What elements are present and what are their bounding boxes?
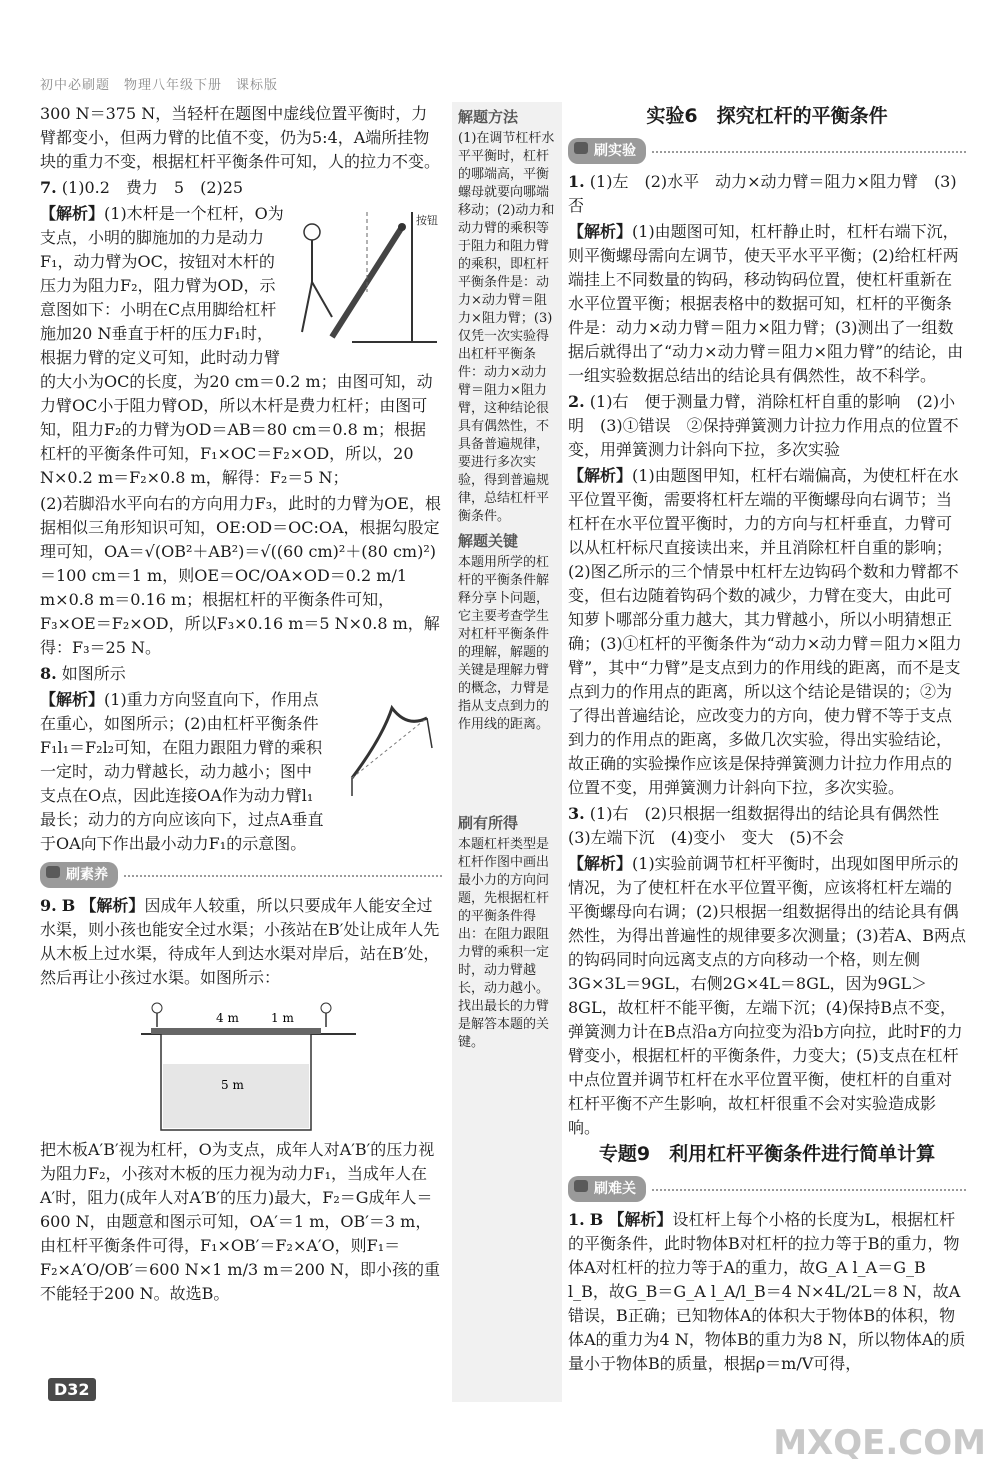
question-7-explanation-2: (2)若脚沿水平向右的方向用力F₃，此时的力臂为OE，根据相似三角形知识可知，OE:OD＝OC:OA，根据勾股定理可知，OA＝√(OB²＋AB²)＝√((60 cm)²＋(80 cm)²)＝100 cm＝1 m，则OE＝OC/OA×OD＝0.2 m/1 m×0.8 m＝0.16 m；根据杠杆的平衡条件可知，F₃×OE＝F₂×OD，所以F₃×0.16 m＝5 N×0.8 m，解得：F₃＝25 N。 <box>40 494 441 657</box>
explanation-label: 【解析】 <box>80 896 145 915</box>
explanation-text: (1)由题图可知，杠杆静止时，杠杆右端下沉，则平衡螺母需向左调节，使天平水平平衡；(2)给杠杆两端挂上不同数量的钩码，移动钩码位置，使杠杆重新在水平位置平衡；根据表格中的数据可知，杠杆的平衡条件是：动力×动力臂＝阻力×阻力臂；(3)测出了一组数据后就得出了“动力×动力臂＝阻力×阻力臂”的结论，由一组实验数据总结出的结论具有偶然性，故不科学。 <box>568 222 964 385</box>
answer-text: 如图所示 <box>61 664 126 683</box>
question-number: 2. <box>568 392 585 411</box>
section-tag-nanguan <box>568 1172 966 1208</box>
answer-text: (1)0.2 费力 5 (2)25 <box>61 178 244 197</box>
exp-question-1-explanation <box>568 220 966 388</box>
tip-heading-method: 解题方法 <box>458 108 519 126</box>
explanation-text: (1)重力方向竖直向下，作用点在重心，如图所示；(2)由杠杆平衡条件F₁l₁＝F₂l₂可知，在阻力跟阻力臂的乘积一定时，动力臂越长，动力越小；图中支点在O点，因此连接OA作为动力臂l₁最长；动力的方向应该向下，过点A垂直于OA向下作出最小动力F₁的示意图。 <box>40 690 324 853</box>
explanation-label: 【解析】 <box>608 1210 673 1229</box>
question-9-explanation-2: 把木板A′B′视为杠杆，O为支点，成年人对A′B′的压力视为阻力F₂，小孩对木板的压力视为动力F₁，当成年人在A′时，阻力(成年人对A′B′的压力)最大，F₂＝G成年人＝600 N，由题意和图示可知，OA′＝1 m，OB′＝3 m，由杠杆平衡条件可得，F₁×OB′＝F₂×A′O，则F₁＝F₂×A′O/OB′＝600 N×1 m/3 m＝200 N，即小孩的重不能轻于200 N。故选B。 <box>40 1140 441 1303</box>
tag-label: 刷难关 <box>568 1176 646 1202</box>
tip-text-method: (1)在调节杠杆水平平衡时，杠杆的哪端高，平衡螺母就要向哪端移动；(2)动力和动力臂的乘积等于阻力和阻力臂的乘积，即杠杆平衡条件是：动力×动力臂＝阻力×阻力臂；(3)仅凭一次实验得出杠杆平衡条件：动力×动力臂＝阻力×阻力臂，这种结论很具有偶然性，不具备普遍规律，要进行多次实验，得到普遍规律，总结杠杆平衡条件。 <box>458 131 555 524</box>
question-number: 3. <box>568 804 585 823</box>
watermark: MXQE.COM <box>773 1423 986 1463</box>
explanation-label: 【解析】 <box>40 204 105 223</box>
tips-sidebar <box>452 102 562 1402</box>
answer-text: (1)右 便于测量力臂，消除杠杆自重的影响 (2)小明 (3)①错误 ②保持弹簧测力计拉力作用点的位置不变，用弹簧测力计斜向下拉，多次实验 <box>568 392 959 459</box>
question-7-figure <box>292 202 442 359</box>
hard-question-1-explanation <box>568 1208 966 1376</box>
explanation-text: 因成年人较重，所以只要成年人能安全过水渠，则小孩也能安全过水渠；小孩站在B′处让成年人先从木板上过水渠，待成年人到达水渠对岸后，站在B′处，然后再让小孩过水渠。如图所示： <box>40 896 440 987</box>
exp-question-3-explanation <box>568 852 966 1140</box>
lever-diagram <box>292 202 442 352</box>
tip-text-gain: 本题杠杆类型是杠杆作图中画出最小力的方向问题，先根据杠杆的平衡条件得出：在阻力跟阻力臂的乘积一定时，动力臂越长，动力越小。找出最长的力臂是解答本题的关键。 <box>458 837 550 1050</box>
explanation-text: (1)实验前调节杠杆平衡时，出现如图甲所示的情况，为了使杠杆在水平位置平衡，应该将杠杆左端的平衡螺母向右调；(2)只根据一组数据得出的结论具有偶然性，为得出普遍性的规律要多次测量；(3)若A、B两点的钩码同时向远离支点的方向移动一个格，则左侧3G×3L＝9GL，右侧2G×4L＝8GL，因为9GL＞8GL，故杠杆不能平衡，左端下沉；(4)保持B点不变，弹簧测力计在B点沿a方向拉变为沿b方向拉，此时F的力臂变小，根据杠杆的平衡条件，力变大；(5)支点在杠杆中点位置并调节杠杆在水平位置平衡，使杠杆的自重对杠杆平衡不产生影响，故杠杆很重不会对实验造成影响。 <box>568 854 966 1137</box>
continued-paragraph: 300 N＝375 N，当轻杆在题图中虚线位置平衡时，力臂都变小，但两力臂的比值不变，仍为5:4，A端所挂物块的重力不变，根据杠杆平衡条件可知，人的拉力不变。 <box>40 104 441 171</box>
tag-label: 刷素养 <box>40 862 118 888</box>
question-number: 8. <box>40 664 57 683</box>
question-9-explanation-1 <box>40 894 442 990</box>
tip-heading-gain: 刷有所得 <box>458 814 519 832</box>
tip-heading-key: 解题关键 <box>458 532 519 550</box>
answer-text: (1)左 (2)水平 动力×动力臂＝阻力×阻力臂 (3)否 <box>568 172 957 215</box>
exp-question-2-answer <box>568 390 966 462</box>
question-8-answer <box>40 662 442 686</box>
explanation-label: 【解析】 <box>40 690 105 709</box>
answer-text: (1)右 (2)只根据一组数据得出的结论具有偶然性 (3)左端下沉 (4)变小 变大 (5)不会 <box>568 804 956 847</box>
section-title-experiment-6: 实验6 探究杠杆的平衡条件 <box>646 105 888 127</box>
exp-question-2-explanation <box>568 464 966 800</box>
exp-question-1-answer <box>568 170 966 218</box>
question-number: 7. <box>40 178 57 197</box>
page-number: D32 <box>48 1378 96 1401</box>
explanation-label: 【解析】 <box>568 222 633 241</box>
question-7-answer <box>40 176 442 200</box>
button-label: 按钮 <box>416 214 438 227</box>
question-number: 1. <box>568 172 585 191</box>
left-column <box>40 102 442 1308</box>
answer-choice: B <box>61 896 76 915</box>
tip-text-key: 本题用所学的杠杆的平衡条件解释分享卜问题，它主要考查学生对杠杆平衡条件的理解，解题的关键是理解力臂的概念，力臂是指从支点到力的作用线的距离。 <box>458 555 550 732</box>
explanation-label: 【解析】 <box>568 466 633 485</box>
section-tag-suyang <box>40 858 442 894</box>
question-8-figure <box>332 688 442 805</box>
section-title-topic-9: 专题9 利用杠杆平衡条件进行简单计算 <box>598 1143 936 1165</box>
bent-lever-diagram <box>332 688 442 798</box>
explanation-text: (1)由题图甲知，杠杆右端偏高，为使杠杆在水平位置平衡，需要将杠杆左端的平衡螺母向右调节；当杠杆在水平位置平衡时，力的方向与杠杆垂直，力臂可以从杠杆标尺直接读出来，并且消除杠杆自重的影响；(2)图乙所示的三个情景中杠杆左边钩码个数和力臂都不变，但右边随着钩码个数的减少，力臂在变大，由此可知萝卜哪部分重力越大，其力臂越小，所以小明猜想正确；(3)①杠杆的平衡条件为“动力×动力臂＝阻力×阻力臂”，其中“力臂”是支点到力的作用线的距离，而不是支点到力的作用点的距离，所以这个结论是错误的；②为了得出普遍结论，应改变力的方向，使力臂不等于支点到力的作用点的距离，多做几次实验，得出实验结论，故正确的实验操作应该是保持弹簧测力计拉力作用点的位置不变，用弹簧测力计斜向下拉，多次实验。 <box>568 466 962 797</box>
length-5m-label: 5 m <box>221 1078 244 1092</box>
length-1m-label: 1 m <box>271 1011 294 1025</box>
exp-question-3-answer <box>568 802 966 850</box>
answer-choice: B <box>589 1210 604 1229</box>
page-header: 初中必刷题 物理八年级下册 课标版 <box>40 78 279 93</box>
question-number: 9. <box>40 896 57 915</box>
explanation-text: (1)木杆是一个杠杆，O为支点，小明的脚施加的力是动力F₁，动力臂为OC，按钮对木杆的压力为阻力F₂，阻力臂为OD，示意图如下：小明在C点用脚给杠杆施加20 N垂直于杆的压力F₁时，根据力臂的定义可知，此时动力臂的大小为OC的长度，为20 cm＝0.2 m；由图可知，动力臂OC小于阻力臂OD，所以木杆是费力杠杆；由图可知，阻力F₂的力臂为OD＝AB＝80 cm＝0.8 m；根据杠杆的平衡条件可知，F₁×OC＝F₂×OD，所以，20 N×0.2 m＝F₂×0.8 m，解得：F₂＝5 N； <box>40 204 433 487</box>
right-column <box>568 102 966 1378</box>
explanation-text: 设杠杆上每个小格的长度为L，根据杠杆的平衡条件，此时物体B对杠杆的拉力等于B的重力，物体A对杠杆的拉力等于A的重力，故G_A l_A＝G_B l_B，故G_B＝G_A l_A/l_B＝4 N×4L/2L＝8 N，故A错误，B正确；已知物体A的体积大于物体B的体积，物体A的重力为4 N，物体B的重力为8 N，所以物体A的质量小于物体B的质量，根据ρ＝m/V可得， <box>568 1210 966 1373</box>
question-number: 1. <box>568 1210 585 1229</box>
explanation-label: 【解析】 <box>568 854 633 873</box>
section-tag-shiyan <box>568 134 966 170</box>
length-4m-label: 4 m <box>216 1011 239 1025</box>
canal-plank-diagram <box>121 994 361 1134</box>
tag-label: 刷实验 <box>568 138 646 164</box>
